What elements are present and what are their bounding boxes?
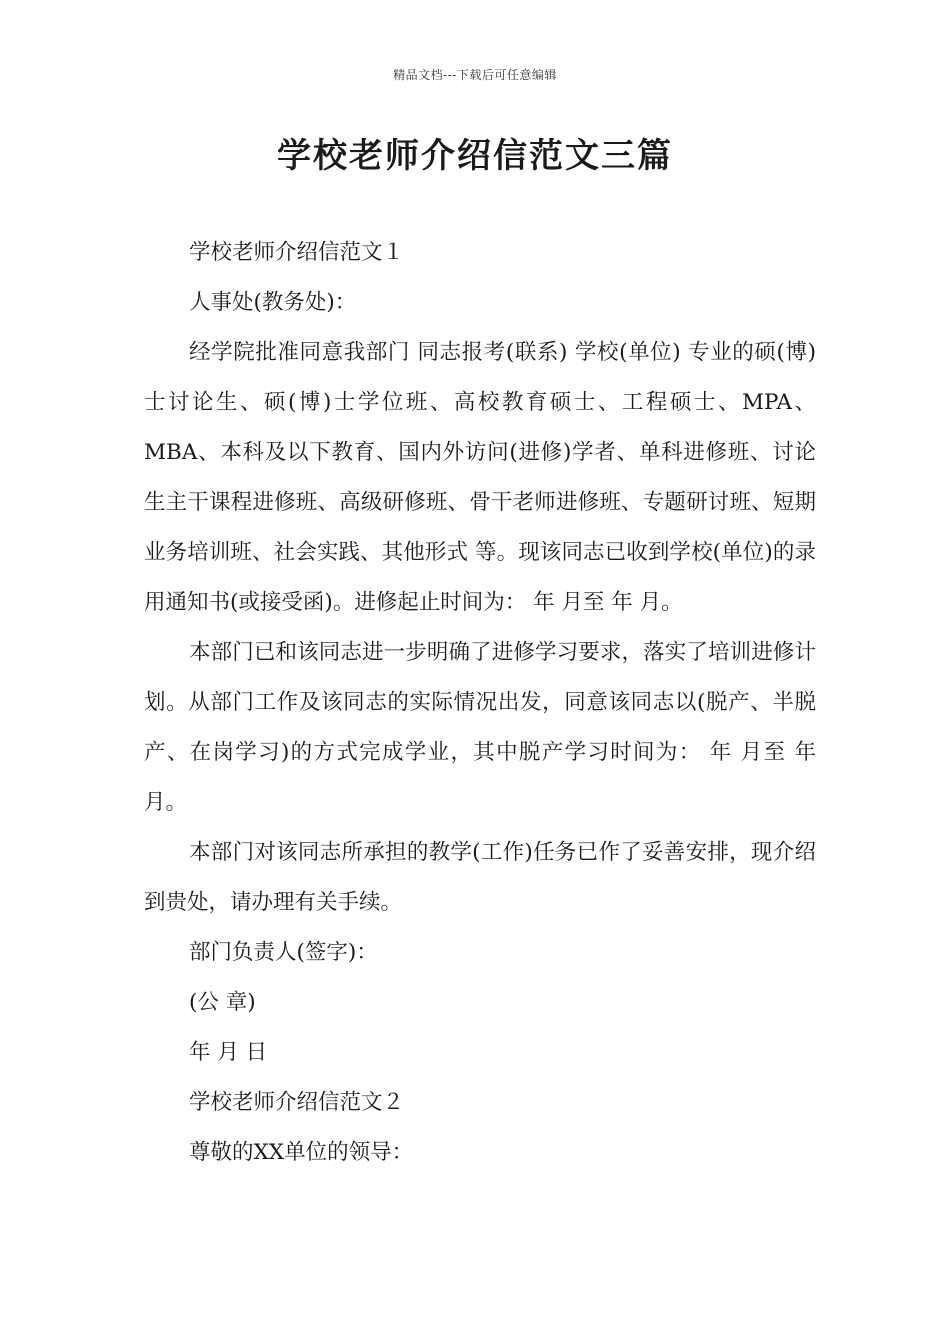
- salutation: 尊敬的XX单位的领导：: [189, 1140, 414, 1165]
- date-line: 年 月 日: [189, 1040, 268, 1065]
- body-paragraph: 经学院批准同意我部门 同志报考(联系) 学校(单位) 专业的硕(博)士讨论生、硕(博)士学位班、高校教育硕士、工程硕士、MPA、MBA、本科及以下教育、国内外访问(进修)学者、单科进修班、讨论生主干课程进修班、高级研修班、骨干老师进修班、专题研讨班、短期业务培训班、社会实践、其他形式 等。现该同志已收到学校(单位)的录用通知书(或接受函)。进修起止时间为： 年 月至 年 月。: [144, 340, 816, 615]
- section-heading-1: 学校老师介绍信范文１: [189, 240, 405, 265]
- document-title: 学校老师介绍信范文三篇: [277, 136, 673, 176]
- seal-line: (公 章): [189, 990, 256, 1015]
- document-body: [144, 228, 816, 1178]
- body-paragraph: 本部门对该同志所承担的教学(工作)任务已作了妥善安排，现介绍到贵处，请办理有关手续。: [144, 840, 816, 915]
- page-header-note: 精品文档---下载后可任意编辑: [393, 68, 557, 82]
- signature-line: 部门负责人(签字)：: [189, 940, 378, 965]
- body-paragraph: 本部门已和该同志进一步明确了进修学习要求，落实了培训进修计划。从部门工作及该同志的实际情况出发，同意该同志以(脱产、半脱产、在岗学习)的方式完成学业，其中脱产学习时间为： 年 月至 年 月。: [144, 640, 816, 815]
- salutation: 人事处(教务处)：: [189, 290, 357, 315]
- section-heading-2: 学校老师介绍信范文２: [189, 1090, 405, 1115]
